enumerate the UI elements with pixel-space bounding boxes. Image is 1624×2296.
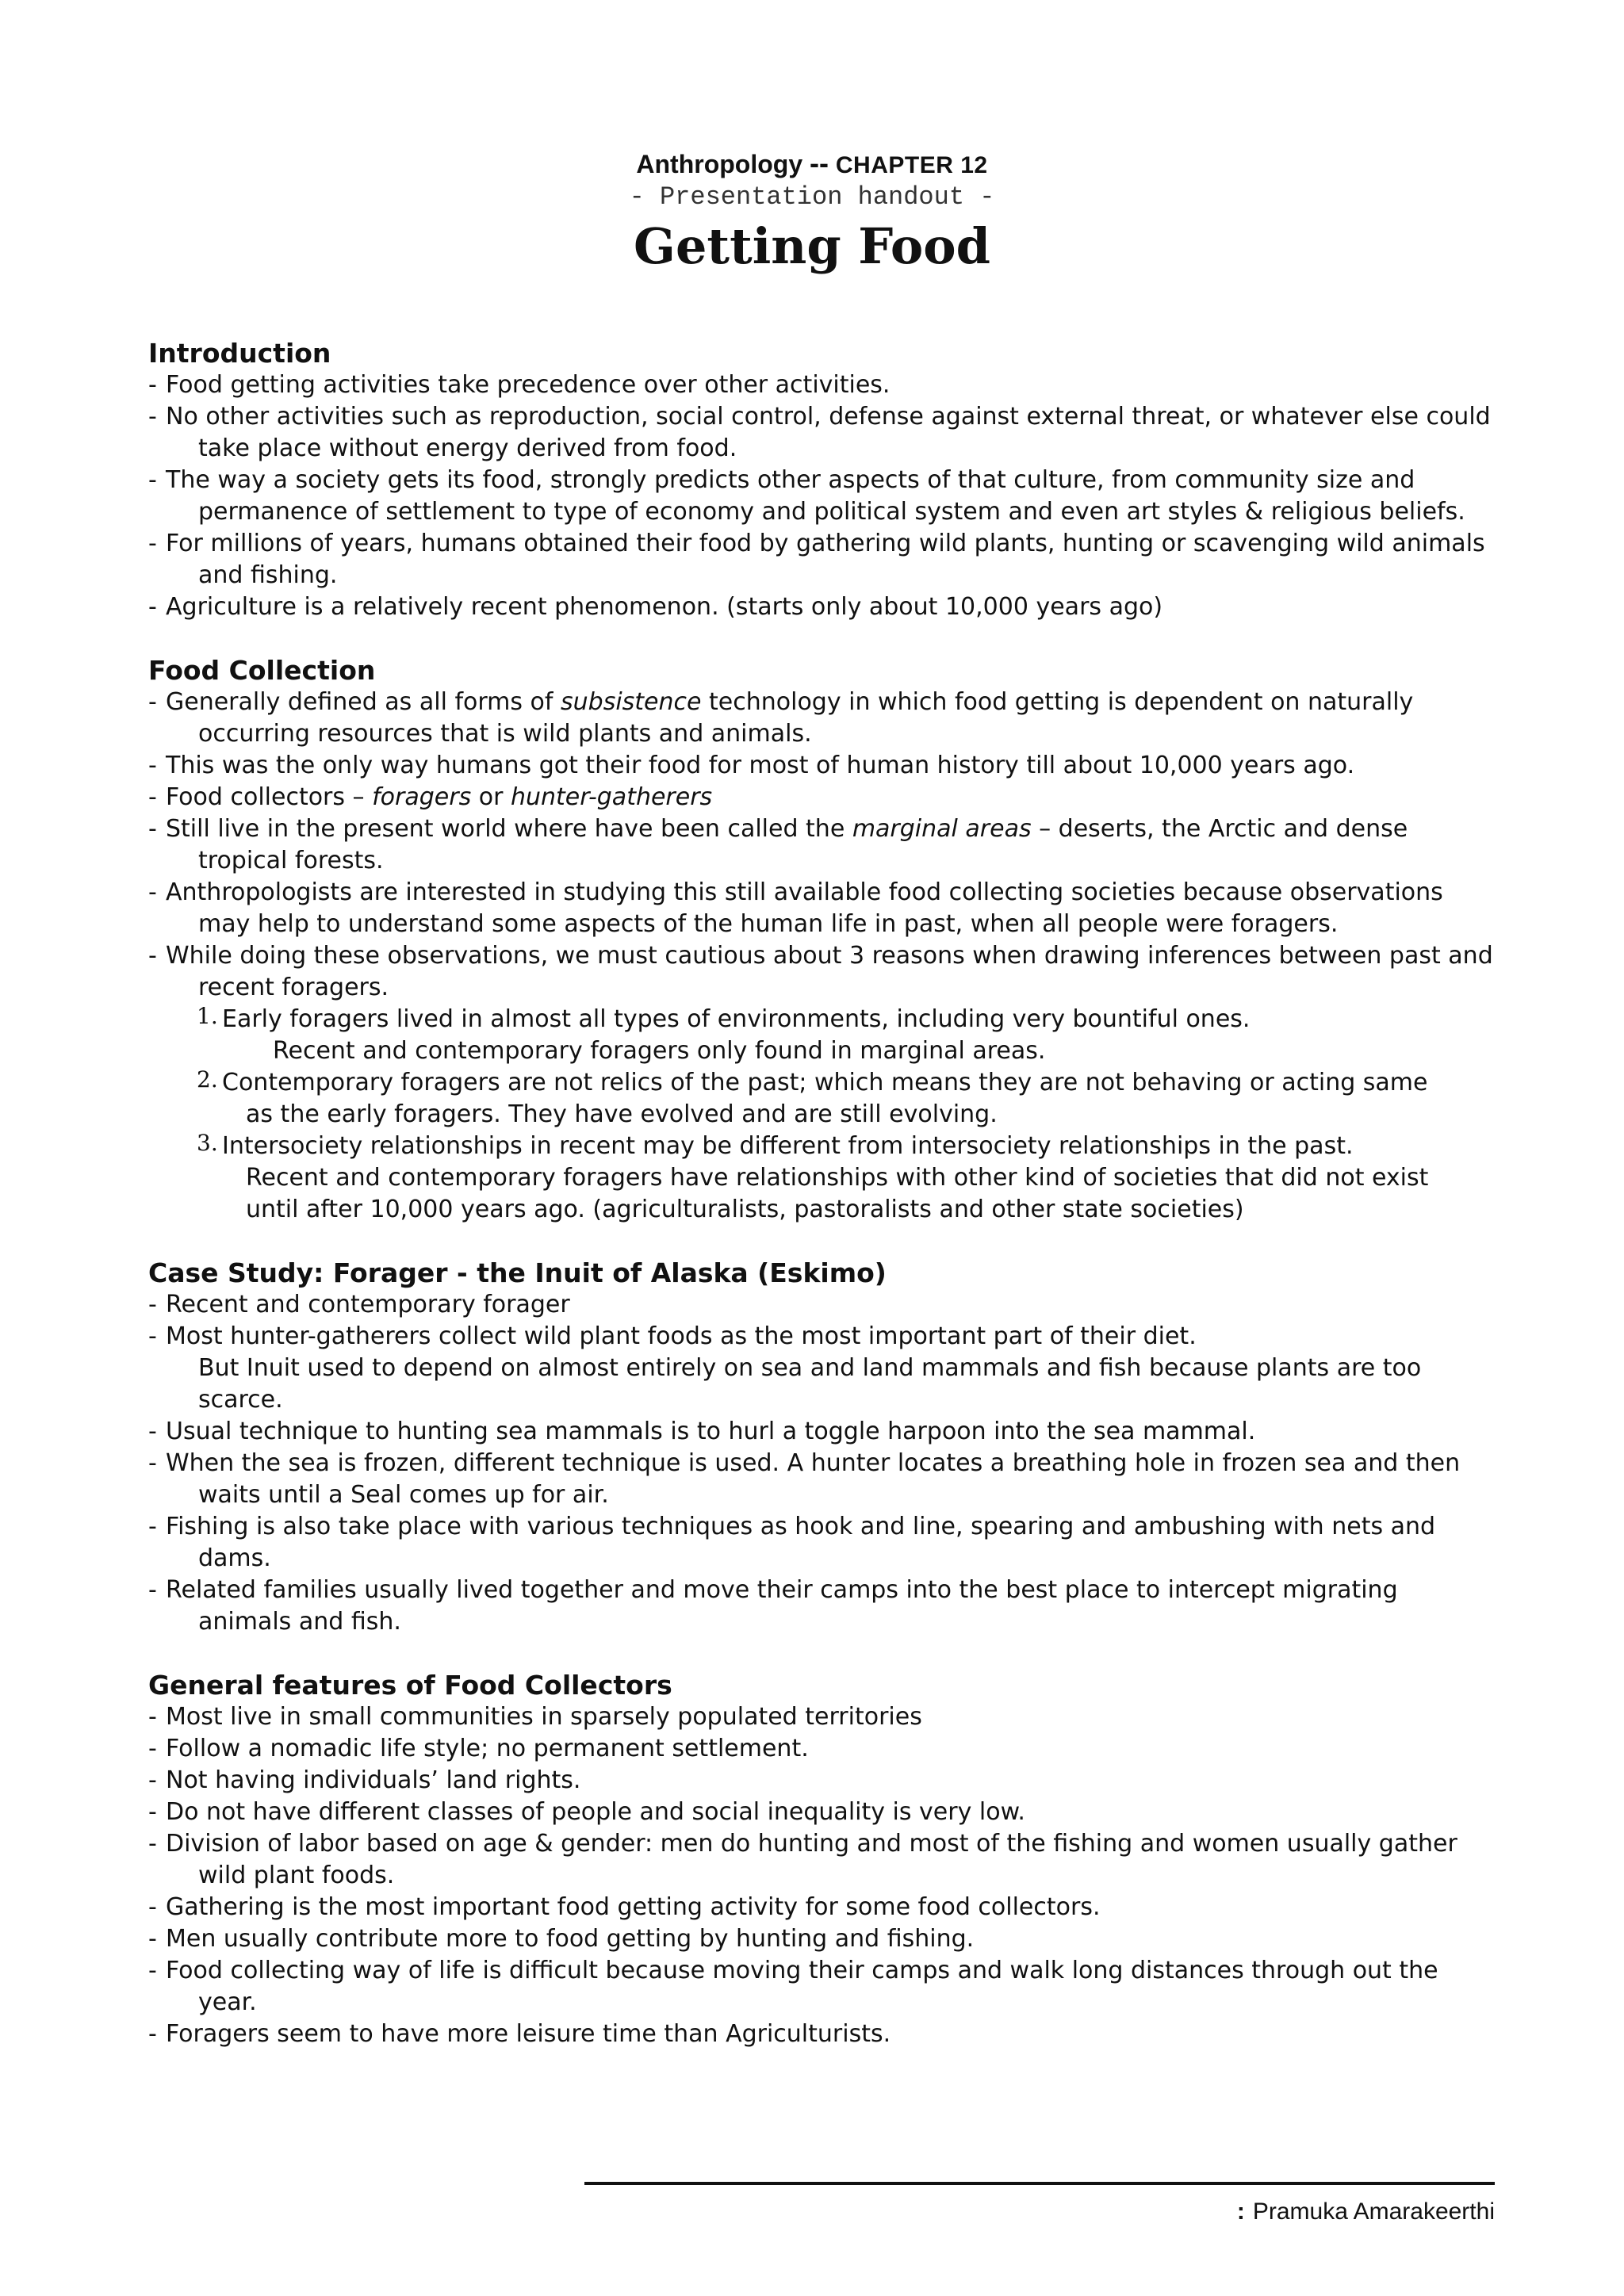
course-name: Anthropology: [636, 150, 803, 178]
list-item: - While doing these observations, we must cautious about 3 reasons when drawing inferences between past and recent foragers.: [148, 942, 1493, 1001]
list-item: - Usual technique to hunting sea mammals is to hurl a toggle harpoon into the sea mammal.: [148, 1418, 1256, 1445]
list-item: - Most hunter-gatherers collect wild plant foods as the most important part of their diet.: [148, 1322, 1197, 1350]
author-name: Pramuka Amarakeerthi: [1252, 2198, 1495, 2225]
section-introduction: [148, 338, 1496, 623]
numbered-reason: 2. Contemporary foragers are not relics of the past; which means they are not behaving or acting same as the early foragers. They have evolved and are still evolving.: [148, 1067, 1496, 1131]
section-case-study: [148, 1257, 1496, 1638]
reason-number: 3.: [197, 1130, 218, 1156]
document-body: [148, 338, 1496, 2082]
list-item: - For millions of years, humans obtained their food by gathering wild plants, hunting or scavenging wild animals and fishing.: [148, 530, 1485, 589]
list-item: - Most live in small communities in sparsely populated territories: [148, 1703, 922, 1731]
list-item: - When the sea is frozen, different technique is used. A hunter locates a breathing hole in frozen sea and then waits until a Seal comes up for air.: [148, 1449, 1461, 1509]
list-item: - Recent and contemporary forager: [148, 1291, 570, 1318]
course-line: [0, 147, 1624, 182]
numbered-reason: 3. Intersociety relationships in recent may be different from intersociety relationships in the past. Recent and contemporary foragers have relationships with other kind of societies that did not exist until after 10,000 years ago. (agriculturalists, pastoralists and other state societies): [148, 1131, 1496, 1226]
list-item: - Do not have different classes of people and social inequality is very low.: [148, 1798, 1025, 1826]
footer-divider: [584, 2182, 1495, 2185]
list-item-continuation: But Inuit used to depend on almost entirely on sea and land mammals and fish because plants are too scarce.: [198, 1354, 1422, 1414]
section-heading: Food Collection: [148, 655, 376, 686]
list-item: - Related families usually lived together and move their camps into the best place to intercept migrating animals and fish.: [148, 1576, 1398, 1636]
list-item: - Follow a nomadic life style; no permanent settlement.: [148, 1735, 809, 1762]
list-item: - No other activities such as reproduction, social control, defense against external threat, or whatever else could take place without energy derived from food.: [148, 403, 1491, 462]
list-item: - Not having individuals’ land rights.: [148, 1766, 581, 1794]
page-title: Getting Food: [634, 217, 990, 275]
reason-number: 2.: [197, 1066, 218, 1093]
list-item: - The way a society gets its food, strongly predicts other aspects of that culture, from community size and permanence of settlement to type of economy and political system and even art styles & religious beliefs.: [148, 466, 1465, 526]
section-heading: General features of Food Collectors: [148, 1670, 672, 1701]
list-item: - Gathering is the most important food getting activity for some food collectors.: [148, 1893, 1101, 1921]
list-item: - Food collecting way of life is difficult because moving their camps and walk long distances through out the year.: [148, 1957, 1438, 2016]
subtitle: - Presentation handout -: [629, 182, 995, 212]
list-item: - Agriculture is a relatively recent phenomenon. (starts only about 10,000 years ago): [148, 593, 1163, 621]
list-item: - Anthropologists are interested in studying this still available food collecting societies because observations may help to understand some aspects of the human life in past, when all people were foragers.: [148, 878, 1443, 938]
list-item: - Food collectors – foragers or hunter-gatherers: [148, 783, 713, 811]
section-heading: Introduction: [148, 338, 331, 369]
list-item: - Men usually contribute more to food getting by hunting and fishing.: [148, 1925, 975, 1953]
list-item: - Foragers seem to have more leisure time than Agriculturists.: [148, 2020, 891, 2048]
course-separator: --: [810, 147, 829, 179]
list-item: - Generally defined as all forms of subsistence technology in which food getting is dependent on naturally occurring resources that is wild plants and animals.: [148, 688, 1414, 748]
footer-colon: :: [1236, 2198, 1245, 2225]
list-item: - Still live in the present world where have been called the marginal areas – deserts, the Arctic and dense tropical forests.: [148, 815, 1408, 874]
document-header: [0, 147, 1624, 278]
numbered-reason: 1. Early foragers lived in almost all types of environments, including very bountiful ones. Recent and contemporary foragers only found in marginal areas.: [148, 1004, 1496, 1067]
list-item: - Fishing is also take place with various techniques as hook and line, spearing and ambushing with nets and dams.: [148, 1513, 1436, 1572]
list-item: - Food getting activities take precedence over other activities.: [148, 371, 891, 399]
footer-author: [1237, 2196, 1495, 2228]
reason-number: 1.: [197, 1003, 218, 1029]
chapter-label: CHAPTER 12: [835, 152, 988, 178]
section-food-collection: [148, 655, 1496, 1226]
section-general-features: [148, 1670, 1496, 2050]
list-item: - This was the only way humans got their food for most of human history till about 10,000 years ago.: [148, 752, 1355, 779]
list-item: - Division of labor based on age & gender: men do hunting and most of the fishing and women usually gather wild plant foods.: [148, 1830, 1457, 1889]
section-heading: Case Study: Forager - the Inuit of Alaska (Eskimo): [148, 1257, 887, 1288]
